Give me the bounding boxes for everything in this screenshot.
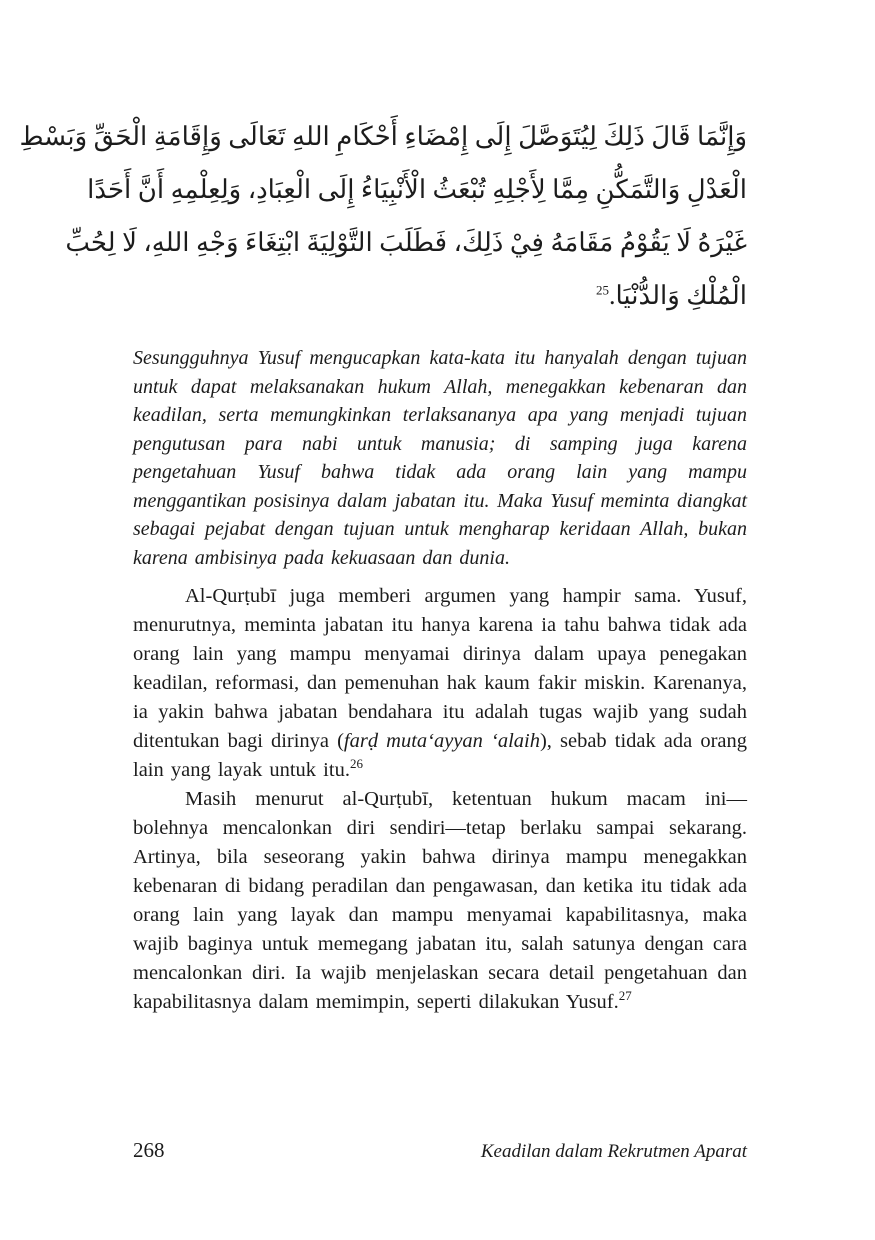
arabic-line-4 bbox=[133, 269, 747, 322]
arabic-line-4-text: الْمُلْكِ وَالدُّنْيَا. bbox=[608, 281, 747, 310]
arabic-line-1: وَإِنَّمَا قَالَ ذَلِكَ لِيُتَوَصَّلَ إِلَى إِمْضَاءِ أَحْكَامِ اللهِ تَعَالَى وَإِقَامَةِ الْحَقِّ وَبَسْطِ bbox=[19, 122, 747, 151]
paragraph-1-text-pre: Al-Qurṭubī juga memberi argumen yang hampir sama. Yusuf, menurutnya, meminta jabatan itu hanya karena ia tahu bahwa tidak ada orang lain yang mampu menyamai dirinya dalam upaya penegakan keadilan, reformasi, dan pemenuhan hak kaum fakir miskin. Karenanya, ia yakin bahwa jabatan bendahara itu adalah tugas wajib yang sudah ditentukan bagi dirinya ( bbox=[133, 585, 747, 752]
footnote-ref-25: 25 bbox=[595, 282, 609, 298]
arabic-line-3: غَيْرَهُ لَا يَقُوْمُ مَقَامَهُ فِيْ ذَلِكَ، فَطَلَبَ التَّوْلِيَةَ ابْتِغَاءَ وَجْهِ اللهِ، لَا لِحُبِّ bbox=[65, 228, 747, 257]
paragraph-al-qurtubi-argument bbox=[133, 582, 747, 785]
page-footer bbox=[133, 1138, 747, 1163]
paragraph-1-text-post: ), sebab tidak ada orang lain yang layak untuk itu. bbox=[133, 730, 747, 781]
paragraph-2-text: Masih menurut al-Qurṭubī, ketentuan hukum macam ini—bolehnya mencalonkan diri sendiri—tetap berlaku sampai sekarang. Artinya, bila seseorang yakin bahwa dirinya mampu menegakkan kebenaran di bidang peradilan dan pengawasan, dan ketika itu tidak ada orang lain yang layak dan mampu menyamai kapabilitasnya, maka wajib baginya untuk memegang jabatan itu, salah satunya dengan cara mencalonkan diri. Ia wajib menjelaskan secara detail pengetahuan dan kapabilitasnya dalam memimpin, seperti dilakukan Yusuf. bbox=[133, 788, 747, 1013]
page-content bbox=[19, 110, 747, 1017]
footnote-ref-26: 26 bbox=[349, 756, 363, 772]
translation-paragraph: Sesungguhnya Yusuf mengucapkan kata-kata itu hanyalah dengan tujuan untuk dapat melaksanakan hukum Allah, menegakkan kebenaran dan keadilan, serta memungkinkan terlaksananya apa yang menjadi tujuan pengutusan para nabi untuk manusia; di samping juga karena pengetahuan Yusuf bahwa tidak ada orang lain yang mampu menggantikan posisinya dalam jabatan itu. Maka Yusuf meminta diangkat sebagai pejabat dengan tujuan untuk mengharap keridaan Allah, bukan karena ambisinya pada kekuasaan dan dunia. bbox=[133, 347, 747, 569]
paragraph-ruling-still-applies bbox=[133, 785, 747, 1017]
page-number: 268 bbox=[133, 1138, 165, 1162]
running-title: Keadilan dalam Rekrutmen Aparat bbox=[480, 1141, 747, 1162]
footnote-ref-27: 27 bbox=[618, 988, 632, 1004]
arabic-quotation-block bbox=[19, 110, 747, 322]
arabic-line-2: الْعَدْلِ وَالتَّمَكُّنِ مِمَّا لِأَجْلِهِ تُبْعَثُ الْأَنْبِيَاءُ إِلَى الْعِبَادِ، وَلِعِلْمِهِ أَنَّ أَحَدًا bbox=[87, 175, 747, 204]
paragraph-1-arabic-term: farḍ muta‘ayyan ‘alaih bbox=[343, 730, 540, 752]
